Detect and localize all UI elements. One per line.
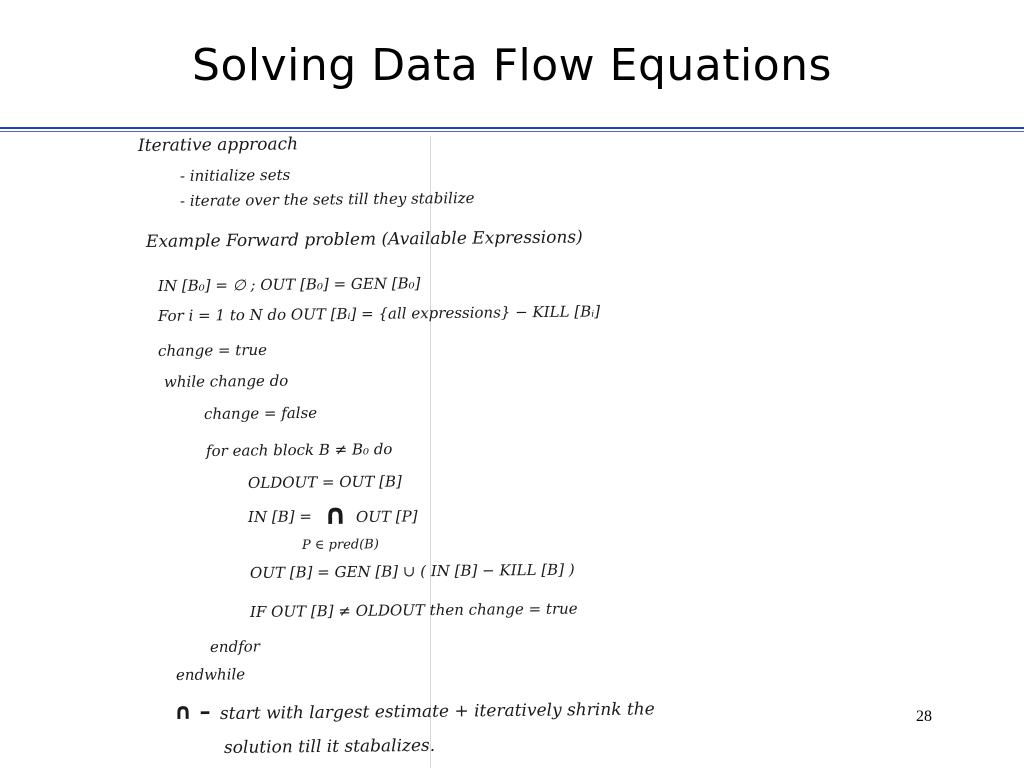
- code-for: For i = 1 to N do OUT [Bᵢ] = {all expressions} − KILL [Bᵢ]: [157, 302, 601, 325]
- code-endwhile: endwhile: [175, 665, 246, 684]
- bullet-initialize: - initialize sets: [179, 165, 291, 185]
- title-rule-top: [0, 127, 1024, 129]
- code-init: IN [B₀] = ∅ ; OUT [B₀] = GEN [B₀]: [157, 274, 421, 295]
- footnote-symbol: ∩ –: [173, 699, 211, 725]
- code-oldout: OLDOUT = OUT [B]: [247, 472, 402, 492]
- footnote-line-1: start with largest estimate + iteratively shrink the: [219, 699, 655, 724]
- title-rule-bottom: [0, 131, 1024, 132]
- footnote-line-2: solution till it stabalizes.: [223, 735, 436, 758]
- code-if: IF OUT [B] ≠ OLDOUT then change = true: [249, 599, 578, 621]
- code-in-rhs: OUT [P]: [355, 507, 418, 526]
- code-while: while change do: [163, 371, 289, 391]
- code-out: OUT [B] = GEN [B] ∪ ( IN [B] − KILL [B] ): [249, 560, 575, 582]
- bullet-iterate: - iterate over the sets till they stabilize: [179, 188, 475, 210]
- notes-heading: Iterative approach: [137, 134, 299, 156]
- page-number: 28: [916, 708, 932, 725]
- slide-title: Solving Data Flow Equations: [192, 40, 832, 91]
- code-in-lhs: IN [B] =: [247, 507, 312, 526]
- code-change-true: change = true: [157, 340, 268, 360]
- code-for-each: for each block B ≠ B₀ do: [205, 440, 393, 460]
- intersect-symbol: ∩: [323, 497, 347, 531]
- example-line: Example Forward problem (Available Expressions): [145, 227, 583, 252]
- handwritten-notes: [130, 136, 730, 768]
- code-endfor: endfor: [209, 637, 260, 656]
- code-change-false: change = false: [203, 403, 318, 423]
- code-in-subscript: P ∈ pred(B): [301, 537, 379, 553]
